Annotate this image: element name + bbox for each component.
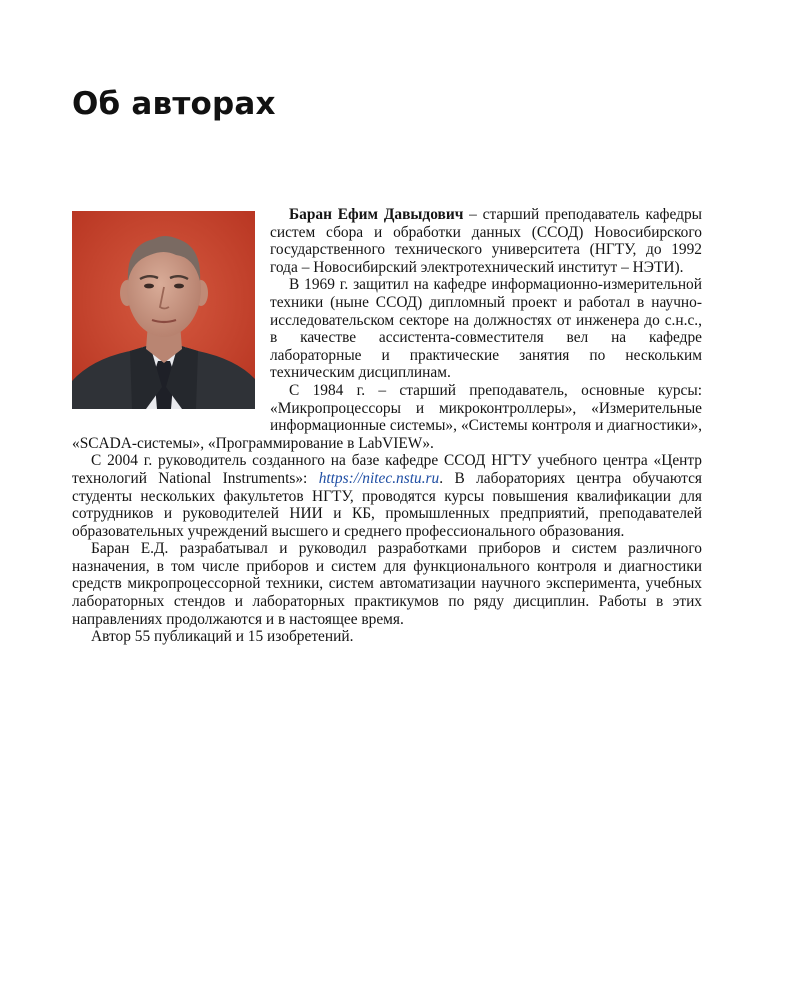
author-name: Баран Ефим Давыдович	[289, 206, 464, 223]
author-biography	[72, 206, 702, 646]
bio-paragraph-2: В 1969 г. защитил на кафедре информационно-измерительной техники (ныне ССОД) дипломный проект и работал в научно-исследовательском секторе на должностях от инженера до с.н.с., в качестве ассистента-совместителя вел на кафедре лабораторные и практические занятия по нескольким техническим дисциплинам.	[270, 276, 702, 382]
bio-p4-text-after: . В лабораториях центра обучаются студенты нескольких факультетов НГТУ, проводятся курсы повышения квалификации для сотрудников и руководителей НИИ и КБ, промышленных предприятий, преподавателей образовательных учреждений высшего и среднего профессионального образования.	[72, 469, 702, 540]
photo-spacer	[72, 206, 270, 428]
bio-paragraph-4	[72, 452, 702, 540]
bio-intro-text: – старший преподаватель кафедры систем сбора и обработки данных (ССОД) Новосибирского государственного технического университета (НГТУ, до 1992 года – Новосибирский электротехнический институт – НЭТИ).	[270, 206, 702, 276]
nitec-link[interactable]: https://nitec.nstu.ru	[318, 469, 440, 487]
bio-paragraph-5: Баран Е.Д. разрабатывал и руководил разработками приборов и систем различного назначения, в том числе приборов и систем для функционального контроля и диагностики средств микропроцессорной техники, систем автоматизации научного эксперимента, учебных лабораторных стендов и лабораторных практикумов по ряду дисциплин. Работы в этих направлениях продолжаются и в настоящее время.	[72, 540, 702, 628]
bio-p4-text-before: С 2004 г. руководитель созданного на базе кафедре ССОД НГТУ учебного центра «Центр технологий National Instruments»:	[72, 452, 702, 487]
page-title: Об авторах	[72, 86, 276, 122]
bio-paragraph-3: С 1984 г. – старший преподаватель, основные курсы: «Микропроцессоры и микроконтроллеры», «Измерительные информационные системы», «Системы контроля и диагностики», «SCADA-системы», «Программирование в LabVIEW».	[72, 381, 702, 452]
bio-paragraph-6: Автор 55 публикаций и 15 изобретений.	[91, 628, 354, 646]
